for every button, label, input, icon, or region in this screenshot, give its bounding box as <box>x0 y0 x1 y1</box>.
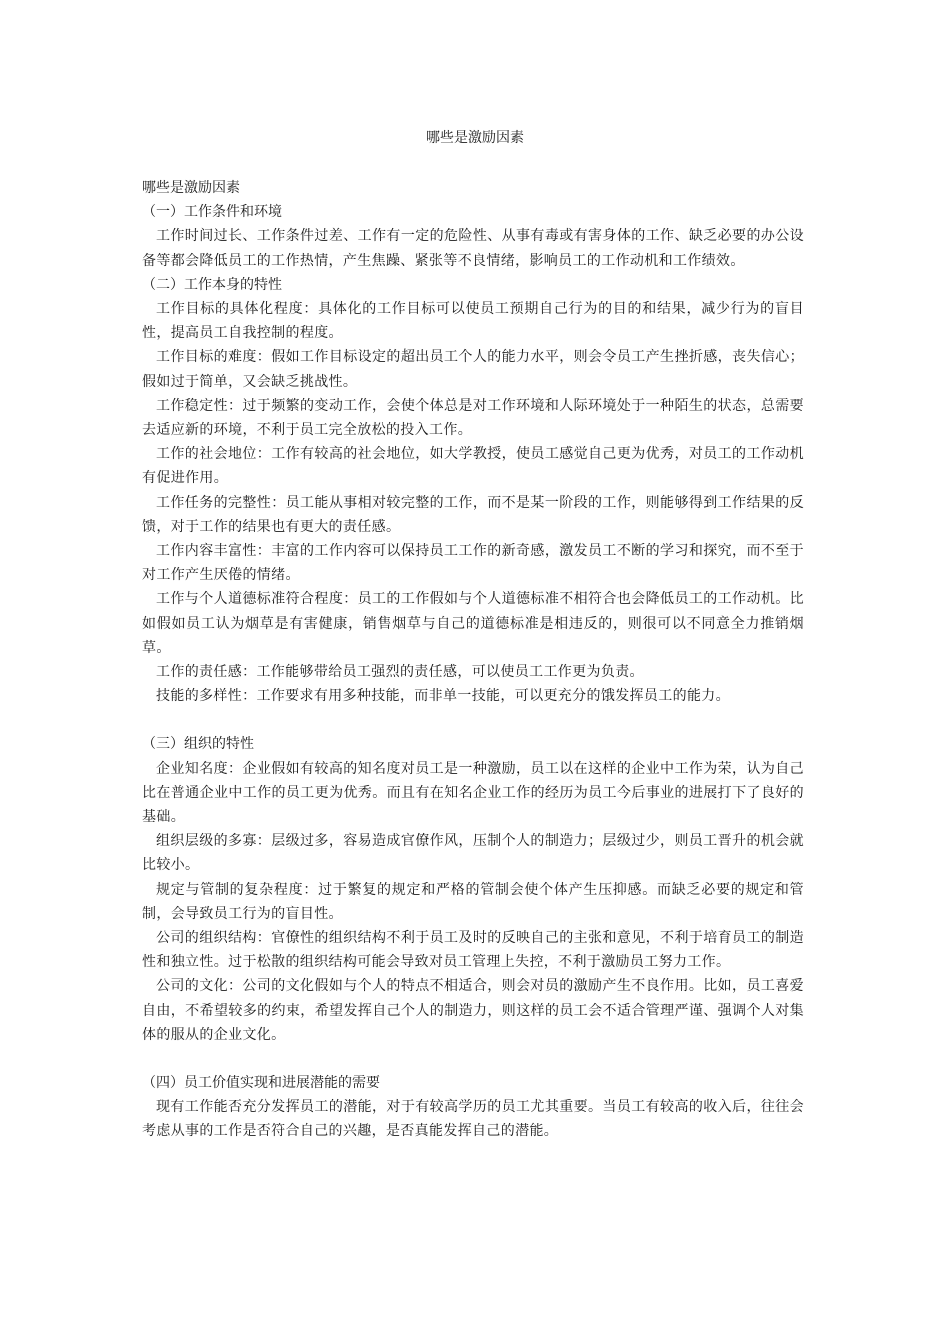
paragraph: 工作目标的难度：假如工作目标设定的超出员工个人的能力水平，则会令员工产生挫折感，丧失信心；假如过于简单，又会缺乏挑战性。 <box>142 349 804 390</box>
paragraph: 工作与个人道德标准符合程度：员工的工作假如与个人道德标准不相符合也会降低员工的工作动机。比如假如员工认为烟草是有害健康，销售烟草与自己的道德标准是相违反的，则很可以不同意全力推销烟草。 <box>142 591 804 656</box>
document-title: 哪些是激励因素 <box>426 130 524 146</box>
paragraph: 组织层级的多寡：层级过多，容易造成官僚作风，压制个人的制造力；层级过少，则员工晋升的机会就比较小。 <box>142 833 804 874</box>
paragraph: 现有工作能否充分发挥员工的潜能，对于有较高学历的员工尤其重要。当员工有较高的收入后，往往会考虑从事的工作是否符合自己的兴趣，是否真能发挥自己的潜能。 <box>142 1099 804 1140</box>
paragraph: 公司的组织结构：官僚性的组织结构不利于员工及时的反映自己的主张和意见，不利于培育员工的制造性和独立性。过于松散的组织结构可能会导致对员工管理上失控，不利于激励员工努力工作。 <box>142 930 804 971</box>
section-intro-heading: 哪些是激励因素 <box>142 180 240 196</box>
paragraph: 工作的社会地位：工作有较高的社会地位，如大学教授，使员工感觉自己更为优秀，对员工的工作动机有促进作用。 <box>142 446 804 487</box>
paragraph: 技能的多样性：工作要求有用多种技能，而非单一技能，可以更充分的饿发挥员工的能力。 <box>156 688 730 705</box>
section-heading: （二）工作本身的特性 <box>142 276 282 293</box>
paragraph: 工作稳定性：过于频繁的变动工作，会使个体总是对工作环境和人际环境处于一种陌生的状态，总需要去适应新的环境，不利于员工完全放松的投入工作。 <box>142 397 804 438</box>
spacer <box>142 708 804 732</box>
paragraph: 工作任务的完整性：员工能从事相对较完整的工作，而不是某一阶段的工作，则能够得到工作结果的反馈，对于工作的结果也有更大的责任感。 <box>142 494 804 535</box>
paragraph: 工作时间过长、工作条件过差、工作有一定的危险性、从事有毒或有害身体的工作、缺乏必要的办公设备等都会降低员工的工作热情，产生焦躁、紧张等不良情绪，影响员工的工作动机和工作绩效。 <box>142 228 804 269</box>
section-2 <box>142 273 804 709</box>
document-body <box>142 176 804 1144</box>
paragraph: 企业知名度：企业假如有较高的知名度对员工是一种激励，员工以在这样的企业中工作为荣，认为自己比在普通企业中工作的员工更为优秀。而且有在知名企业工作的经历为员工今后事业的进展打下了良好的基础。 <box>142 760 804 826</box>
paragraph: 工作目标的具体化程度：具体化的工作目标可以使员工预期自己行为的目的和结果，减少行为的盲目性，提高员工自我控制的程度。 <box>142 300 804 342</box>
paragraph: 规定与管制的复杂程度：过于繁复的规定和严格的管制会使个体产生压抑感。而缺乏必要的规定和管制，会导致员工行为的盲目性。 <box>142 881 804 922</box>
spacer <box>142 1047 804 1071</box>
section-1 <box>142 200 804 273</box>
paragraph: 公司的文化：公司的文化假如与个人的特点不相适合，则会对员的激励产生不良作用。比如，员工喜爱自由，不希望较多的约束，希望发挥自己个人的制造力，则这样的员工会不适合管理严谨、强调个人对集体的服从的企业文化。 <box>142 978 804 1043</box>
section-heading: （四）员工价值实现和进展潜能的需要 <box>142 1075 380 1092</box>
section-heading: （一）工作条件和环境 <box>142 204 282 221</box>
section-3 <box>142 732 804 1047</box>
section-heading: （三）组织的特性 <box>142 736 254 753</box>
paragraph: 工作的责任感：工作能够带给员工强烈的责任感，可以使员工工作更为负责。 <box>156 664 644 681</box>
paragraph: 工作内容丰富性：丰富的工作内容可以保持员工工作的新奇感，激发员工不断的学习和探究，而不至于对工作产生厌倦的情绪。 <box>142 543 804 584</box>
section-4 <box>142 1071 804 1144</box>
